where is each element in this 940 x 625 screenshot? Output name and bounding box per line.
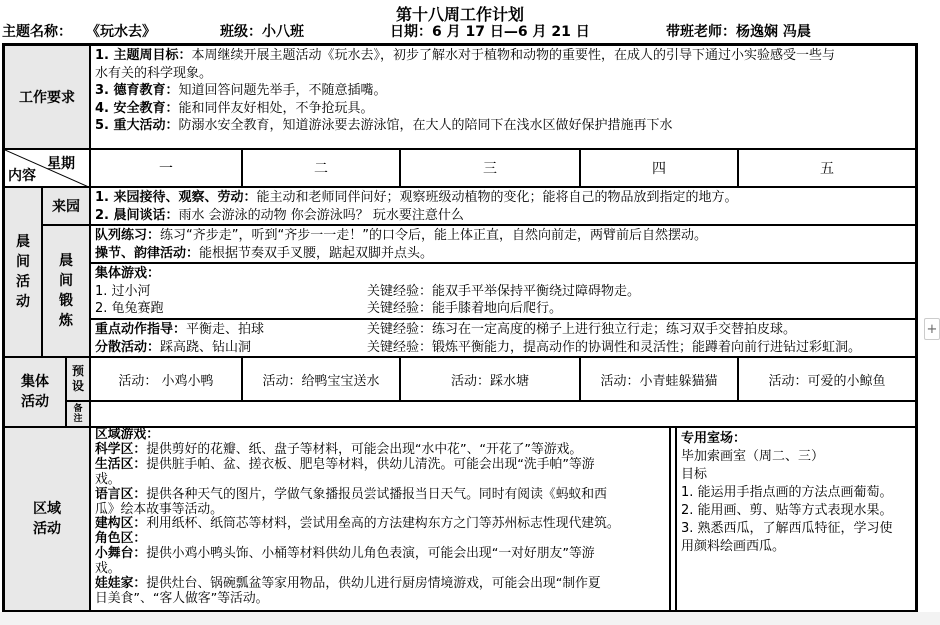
exercise-label: 晨间锻炼 xyxy=(42,225,90,357)
focus-content xyxy=(90,319,916,357)
week-corner xyxy=(4,149,90,187)
work-line: 1. 主题周目标：本周继续开展主题活动《玩水去》，初步了解水对于植物和动物的重要性，在成人的引导下通过小实验感受一些与 xyxy=(95,48,836,63)
arrival-line: 2. 晨间谈话：雨水 会游泳的动物 你会游泳吗？ 玩水要注意什么 xyxy=(95,207,464,223)
arrival-label: 来园 xyxy=(42,187,90,225)
area-line: 瓜》绘本故事等活动。 xyxy=(95,501,223,517)
morning-label: 晨间活动 xyxy=(4,187,42,357)
corner-content: 内容 xyxy=(8,168,36,184)
area-games: 区域游戏： 科学区：提供剪好的花瓣、纸、盘子等材料，可能会出现“水中花”、“开花了”等游戏。 生活区：提供脏手帕、盆、搓衣板、肥皂等材料，供幼儿清洗。可能会出现“洗手帕”等游 戏。 语言区：提供各种天气的图片，学做气象播报员尝试播报当日天气。同时有阅读《蚂蚁和西 瓜》绘本故事等活动。 建构区：利用纸杯、纸筒芯等材料，尝试用垒高的方法建构东方之门等苏州标志性现代建筑。 角色区： 小舞台：提供小鸡小鸭头饰、小桶等材料供幼儿角色表演，可能会出现“一对好朋友”等游 戏。 娃娃家：提供灶台、锅碗瓢盆等家用物品，供幼儿进行厨房情境游戏，可能会出现“制作夏 日美食”、“客人做客”等活动。 xyxy=(90,427,670,611)
area-label: 区域活动 xyxy=(4,427,90,611)
note-label: 备注 xyxy=(66,401,90,427)
work-line: 4. 安全教育：能和同伴友好相处，不争抢玩具。 xyxy=(95,100,374,116)
activity-wed: 活动：踩水塘 xyxy=(400,357,580,401)
focus-row: 分散活动：踩高跷、钻山洞 关键经验：锻炼平衡能力，提高动作的协调性和灵活性；能蹲着向前行进钻过彩虹洞。 xyxy=(95,339,862,355)
area-line: 科学区：提供剪好的花瓣、纸、盘子等材料，可能会出现“水中花”、“开花了”等游戏。 xyxy=(95,441,583,457)
area-line: 戏。 xyxy=(95,561,121,577)
focus-row: 重点动作指导：平衡走、拍球 关键经验：练习在一定高度的梯子上进行独立行走；练习双手交替拍皮球。 xyxy=(95,322,797,337)
activity-tue: 活动：给鸭宝宝送水 xyxy=(242,357,400,401)
note-content xyxy=(90,401,916,427)
group-game-row: 1. 过小河 关键经验：能双手平举保持平衡绕过障碍物走。 xyxy=(95,283,641,299)
day-mon: 一 xyxy=(90,149,242,187)
work-line: 水有关的科学现象。 xyxy=(95,65,213,81)
page-title: 第十八周工作计划 xyxy=(395,5,524,24)
theme-label: 主题名称： xyxy=(2,24,72,40)
special-room: 专用室场： 毕加索画室（周二、三） 目标 1. 能运用手指点画的方法点画葡萄。 2. 能用画、剪、贴等方式表现水果。 3. 熟悉西瓜，了解西瓜特征，学习使 用颜料绘画西瓜。 xyxy=(676,427,916,611)
work-label: 工作要求 xyxy=(4,45,90,149)
group-game-content: 集体游戏： 1. 过小河 关键经验：能双手平举保持平衡绕过障碍物走。 2. 龟兔赛跑 关键经验：能手膝着地向后爬行。 xyxy=(90,263,916,319)
area-line: 娃娃家：提供灶台、锅碗瓢盆等家用物品，供幼儿进行厨房情境游戏，可能会出现“制作夏 xyxy=(95,576,601,592)
add-button[interactable]: + xyxy=(924,318,940,340)
day-fri: 五 xyxy=(738,149,916,187)
corner-week: 星期 xyxy=(47,156,75,172)
area-line: 日美食”、“客人做客”等活动。 xyxy=(95,590,269,606)
arrival-content xyxy=(90,187,916,225)
activity-thu: 活动：小青蛙躲猫猫 xyxy=(580,357,738,401)
area-line: 戏。 xyxy=(95,471,121,487)
theme-value: 《玩水去》 xyxy=(86,24,156,40)
area-line: 生活区：提供脏手帕、盆、搓衣板、肥皂等材料，供幼儿清洗。可能会出现“洗手帕”等游 xyxy=(95,456,595,472)
bottom-scrollbar[interactable] xyxy=(0,612,940,625)
work-line: 3. 德育教育：知道回答问题先举手，不随意插嘴。 xyxy=(95,83,387,98)
day-wed: 三 xyxy=(400,149,580,187)
area-line: 角色区： xyxy=(95,531,147,547)
area-line: 建构区：利用纸杯、纸筒芯等材料，尝试用垒高的方法建构东方之门等苏州标志性现代建筑。 xyxy=(95,516,620,532)
arrival-line: 1. 来园接待、观察、劳动：能主动和老师同伴问好；观察班级动植物的变化；能将自己的物品放到指定的地方。 xyxy=(95,190,738,205)
teacher-text: 带班老师：杨逸娴 冯晨 xyxy=(666,24,811,40)
activity-mon: 活动： 小鸡小鸭 xyxy=(90,357,242,401)
day-tue: 二 xyxy=(242,149,400,187)
group-game-row: 2. 龟兔赛跑 关键经验：能手膝着地向后爬行。 xyxy=(95,301,563,316)
day-thu: 四 xyxy=(580,149,738,187)
collective-label: 集体活动 xyxy=(4,357,66,427)
date-text: 日期：6 月 17 日—6 月 21 日 xyxy=(390,24,590,40)
plan-table xyxy=(2,43,918,613)
class-text: 班级：小八班 xyxy=(220,24,304,40)
queue-content: 队列练习：练习“齐步走”，听到“齐步一一走！”的口令后，能上体正直，自然向前走，两臂前后自然摆动。 操节、韵律活动：能根据节奏双手叉腰，踮起双脚并点头。 xyxy=(90,225,916,263)
work-content xyxy=(90,45,916,149)
work-line: 5. 重大活动：防溺水安全教育，知道游泳要去游泳馆，在大人的陪同下在浅水区做好保护措施再下水 xyxy=(95,118,673,133)
activity-fri: 活动：可爱的小鲸鱼 xyxy=(738,357,916,401)
area-line: 小舞台：提供小鸡小鸭头饰、小桶等材料供幼儿角色表演，可能会出现“一对好朋友”等游 xyxy=(95,546,595,562)
header-info xyxy=(2,21,932,41)
plan-label: 预设 xyxy=(66,357,90,401)
area-line: 语言区：提供各种天气的图片，学做气象播报员尝试播报当日天气。同时有阅读《蚂蚁和西 xyxy=(95,486,607,502)
